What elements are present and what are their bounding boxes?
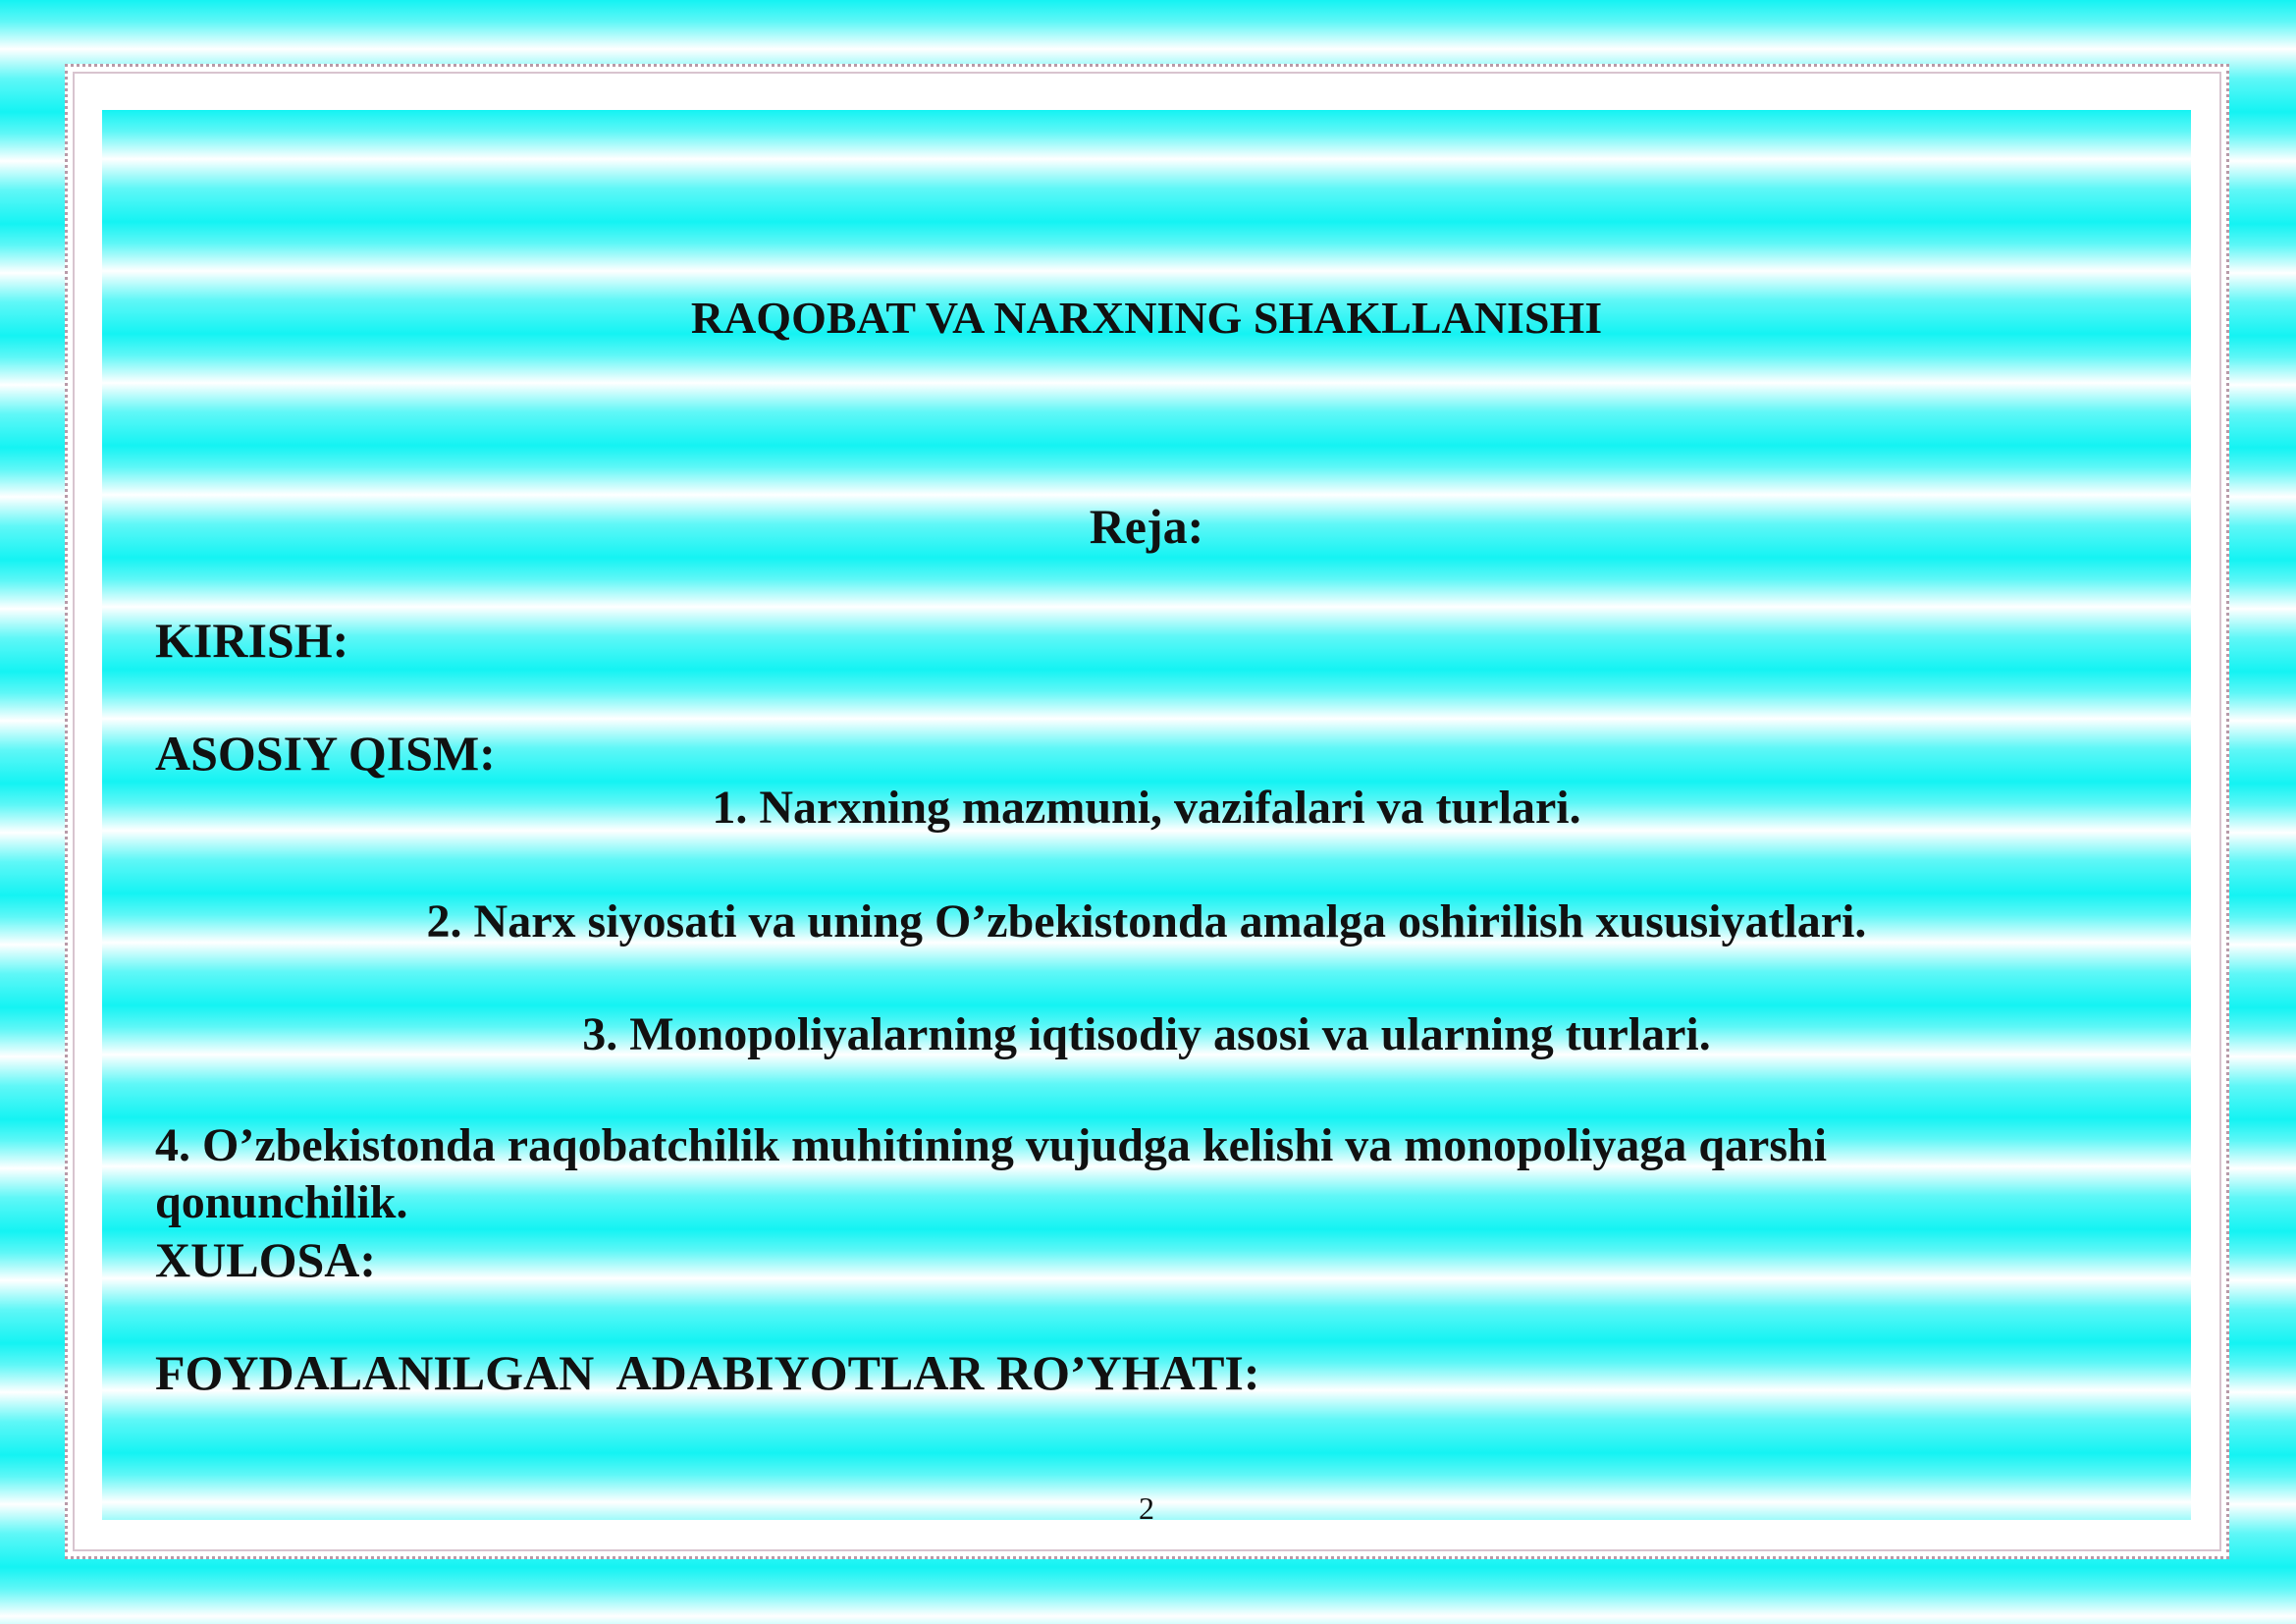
plan-heading: Reja: [1089, 499, 1204, 554]
plan-item-1: 1. Narxning mazmuni, vazifalari va turlari. [712, 782, 1581, 834]
plan-item-3: 3. Monopoliyalarning iqtisodiy asosi va ularning turlari. [582, 1008, 1711, 1060]
plan-item-2: 2. Narx siyosati va uning O’zbekistonda amalga oshirilish xususiyatlari. [426, 895, 1867, 947]
section-conclusion: XULOSA: [155, 1232, 377, 1287]
section-main: ASOSIY QISM: [155, 726, 496, 781]
plan-item-4: 4. O’zbekistonda raqobatchilik muhitining vujudga kelishi va monopoliyaga qarshi qonunchilik. [155, 1119, 1828, 1228]
section-references: FOYDALANILGAN ADABIYOTLAR RO’YHATI: [155, 1345, 1260, 1400]
document-title: RAQOBAT VA NARXNING SHAKLLANISHI [690, 293, 1603, 343]
section-intro: KIRISH: [155, 613, 349, 668]
page-number: 2 [1139, 1490, 1154, 1526]
